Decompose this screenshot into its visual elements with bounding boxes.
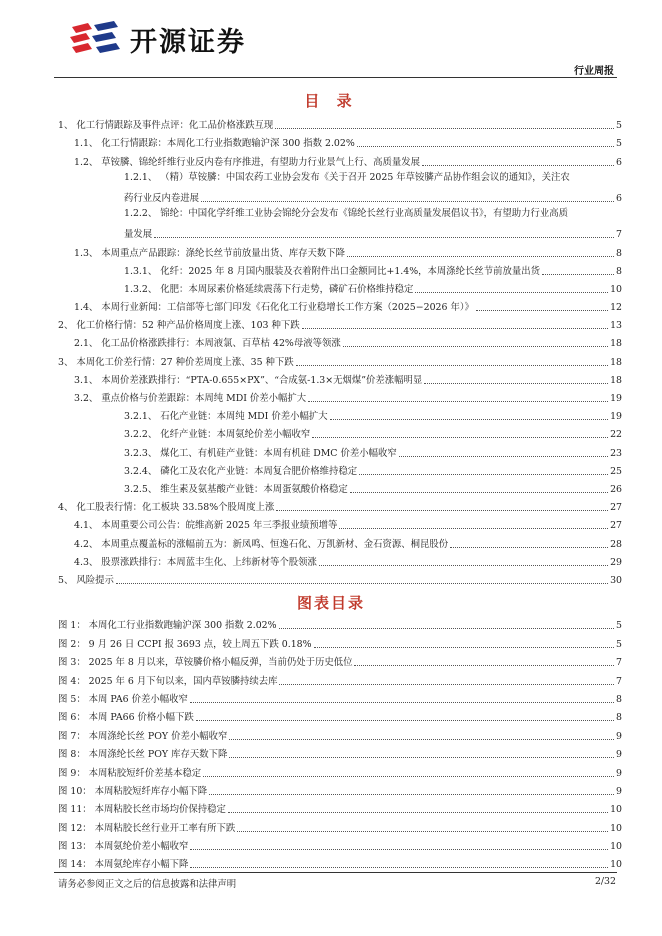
toc-entry[interactable]: 3.2.3、 煤化工、有机硅产业链：本周有机硅 DMC 价差小幅收窄 23 bbox=[124, 447, 622, 459]
toc-entry[interactable]: 4.1、 本周重要公司公告：皖维高新 2025 年三季报业绩预增等 27 bbox=[74, 520, 622, 532]
footer-disclaimer: 请务必参阅正文之后的信息披露和法律声明 bbox=[58, 879, 237, 890]
toc-entry[interactable]: 1.3、 本周重点产品跟踪：涤纶长丝节前放量出货、库存天数下降 8 bbox=[74, 247, 622, 259]
toc-entry[interactable]: 1.3.2、 化肥：本周尿素价格延续震荡下行走势，磷矿石价格维持稳定 10 bbox=[124, 283, 622, 295]
toc-title: 目 录 bbox=[304, 92, 358, 110]
toc-entry[interactable]: 1、 化工行情跟踪及事件点评：化工品价格涨跌互现 5 bbox=[58, 120, 622, 132]
figure-entry[interactable]: 图 1： 本周化工行业指数跑输沪深 300 指数 2.02% 5 bbox=[58, 620, 622, 632]
toc-entry[interactable]: 3.2、 重点价格与价差跟踪：本周纯 MDI 价差小幅扩大 19 bbox=[74, 393, 622, 405]
page-header bbox=[0, 0, 662, 78]
footer-divider bbox=[54, 872, 617, 873]
toc-entry[interactable]: 2、 化工价格行情：52 种产品价格周度上涨、103 种下跌 13 bbox=[58, 320, 622, 332]
toc-entry[interactable]: 1.2、 草铵膦、锦纶纤维行业反内卷有序推进，有望助力行业景气上行、高质量发展 6 bbox=[74, 156, 622, 168]
toc-entry[interactable]: 1.3.1、 化纤：2025 年 8 月国内服装及衣着附件出口金额同比+1.4%，本周涤纶长丝节前放量出货 8 bbox=[124, 265, 622, 277]
table-of-contents bbox=[58, 114, 622, 587]
toc-entry[interactable]: 4、 化工股表行情：化工板块 33.58%个股周度上涨 27 bbox=[58, 502, 622, 514]
toc-entry[interactable]: 5、 风险提示 30 bbox=[58, 574, 622, 586]
toc-entry[interactable]: 1.2.2、 锦纶：中国化学纤维工业协会锦纶分会发布《锦纶长丝行业高质量发展倡议书》，有望助力行业高质 量发展 7 bbox=[124, 207, 622, 241]
toc-entry[interactable]: 3.2.2、 化纤产业链：本周氨纶价差小幅收窄 22 bbox=[124, 429, 622, 441]
figure-entry[interactable]: 图 8： 本周涤纶长丝 POY 库存天数下降 9 bbox=[58, 749, 622, 761]
brand-name: 开源证券 bbox=[130, 27, 246, 58]
figure-entry[interactable]: 图 2： 9 月 26 日 CCPI 报 3693 点，较上周五下跌 0.18% 5 bbox=[58, 638, 622, 650]
toc-entry[interactable]: 2.1、 化工品价格涨跌排行：本周液氯、百草枯 42%母液等领涨 18 bbox=[74, 338, 622, 350]
figure-entry[interactable]: 图 13： 本周氨纶价差小幅收窄 10 bbox=[58, 841, 622, 853]
figure-entry[interactable]: 图 5： 本周 PA6 价差小幅收窄 8 bbox=[58, 693, 622, 705]
toc-entry[interactable]: 3.2.4、 磷化工及农化产业链：本周复合肥价格维持稳定 25 bbox=[124, 465, 622, 477]
kaiyuan-logo-icon bbox=[70, 21, 122, 59]
toc-entry[interactable]: 3.1、 本周价差涨跌排行：“PTA-0.655×PX”、“合成氨-1.3×无烟煤”价差涨幅明显 18 bbox=[74, 374, 622, 386]
toc-entry[interactable]: 3.2.1、 石化产业链：本周纯 MDI 价差小幅扩大 19 bbox=[124, 411, 622, 423]
header-divider bbox=[54, 77, 617, 78]
toc-entry[interactable]: 1.2.1、 （精）草铵膦：中国农药工业协会发布《关于召开 2025 年草铵膦产品协作组会议的通知》，关注农 药行业反内卷进展 6 bbox=[124, 171, 622, 204]
figure-entry[interactable]: 图 3： 2025 年 8 月以来，草铵膦价格小幅反弹，当前仍处于历史低位 7 bbox=[58, 657, 622, 669]
brand-logo bbox=[70, 20, 246, 59]
toc-entry[interactable]: 1.4、 本周行业新闻：工信部等七部门印发《石化化工行业稳增长工作方案（2025−2026 年）》 12 bbox=[74, 302, 622, 314]
figure-entry[interactable]: 图 9： 本周粘胶短纤价差基本稳定 9 bbox=[58, 767, 622, 779]
toc-entry[interactable]: 3.2.5、 维生素及氨基酸产业链：本周蛋氨酸价格稳定 26 bbox=[124, 483, 622, 495]
page-number: 2/32 bbox=[594, 876, 616, 887]
toc-entry[interactable]: 3、 本周化工价差行情：27 种价差周度上涨、35 种下跌 18 bbox=[58, 356, 622, 368]
figure-entry[interactable]: 图 10： 本周粘胶短纤库存小幅下降 9 bbox=[58, 785, 622, 797]
figure-entry[interactable]: 图 4： 2025 年 6 月下旬以来，国内草铵膦持续去库 7 bbox=[58, 675, 622, 687]
figure-entry[interactable]: 图 14： 本周氨纶库存小幅下降 10 bbox=[58, 859, 622, 871]
figure-entry[interactable]: 图 7： 本周涤纶长丝 POY 价差小幅收窄 9 bbox=[58, 730, 622, 742]
figure-toc-title: 图表目录 bbox=[296, 594, 365, 612]
figure-entry[interactable]: 图 6： 本周 PA66 价格小幅下跌 8 bbox=[58, 712, 622, 724]
toc-entry[interactable]: 4.3、 股票涨跌排行：本周蓝丰生化、上纬新材等个股领涨 29 bbox=[74, 556, 622, 568]
figure-entry[interactable]: 图 11： 本周粘胶长丝市场均价保持稳定 10 bbox=[58, 804, 622, 816]
figure-list bbox=[58, 614, 622, 871]
figure-entry[interactable]: 图 12： 本周粘胶长丝行业开工率有所下跌 10 bbox=[58, 822, 622, 834]
toc-entry[interactable]: 4.2、 本周重点覆盖标的涨幅前五为：新凤鸣、恒逸石化、万凯新材、金石资源、桐昆股份 28 bbox=[74, 538, 622, 550]
toc-entry[interactable]: 1.1、 化工行情跟踪：本周化工行业指数跑输沪深 300 指数 2.02% 5 bbox=[74, 138, 622, 150]
report-type-label: 行业周报 bbox=[574, 66, 614, 77]
